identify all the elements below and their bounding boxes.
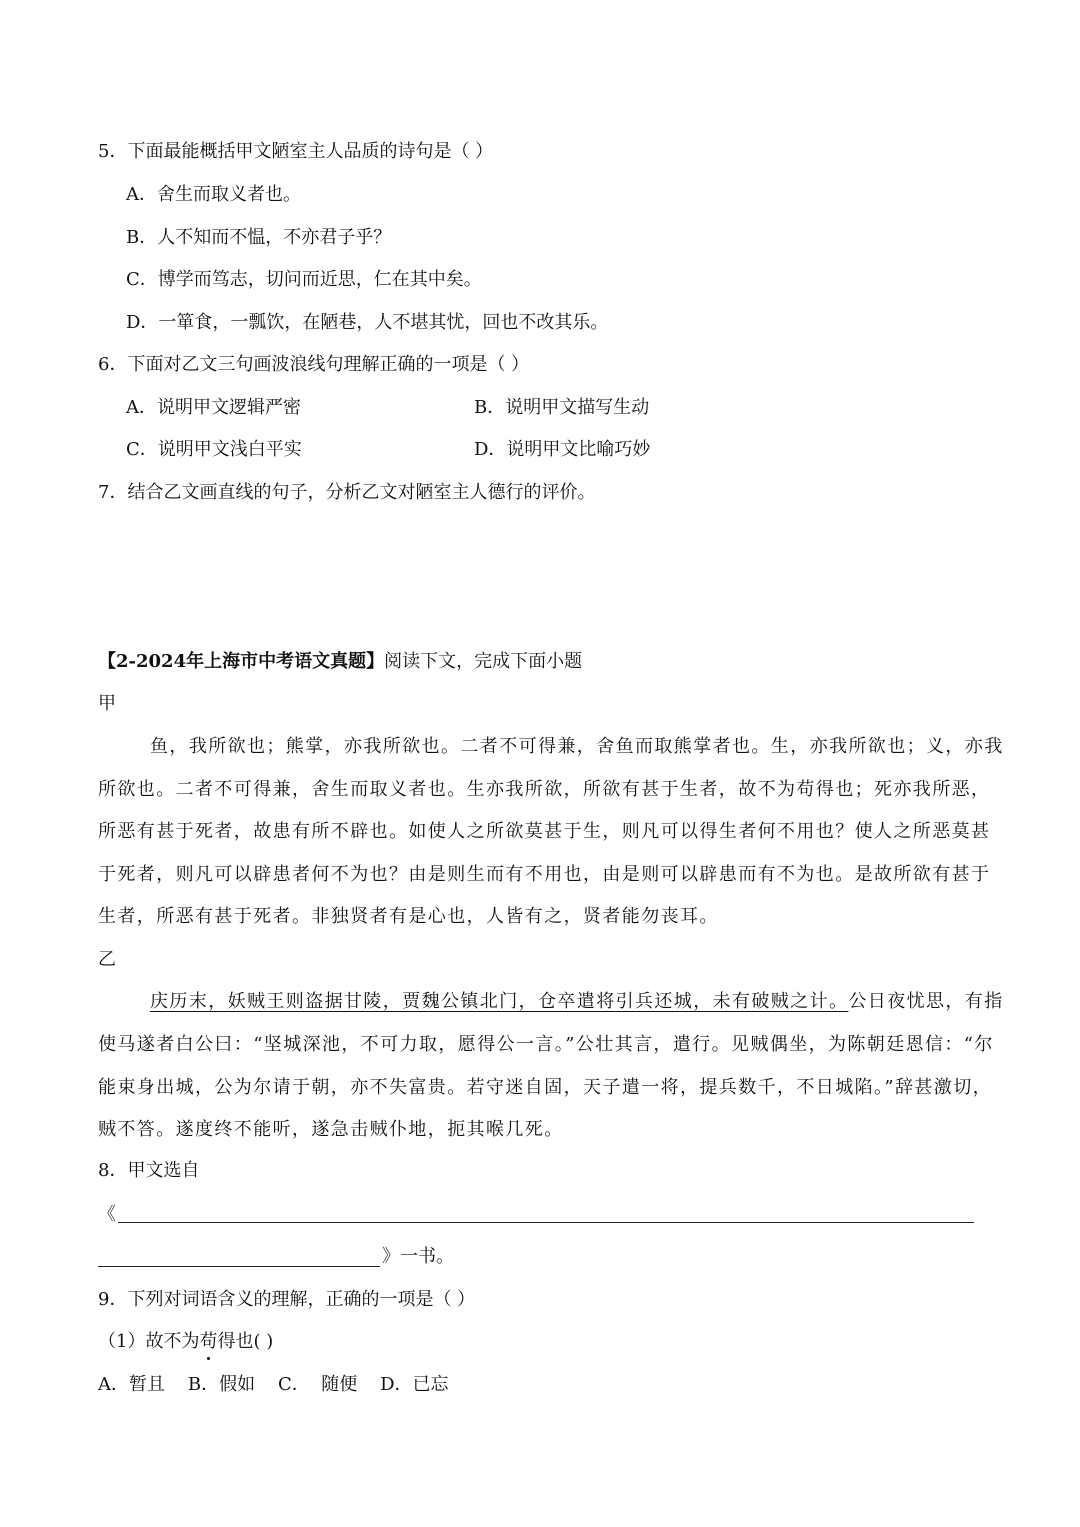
jia-line-5: 生者，所恶有甚于死者。非独贤者有是心也，人皆有之，贤者能勿丧耳。 bbox=[98, 906, 719, 927]
q9-sub1 bbox=[98, 1330, 273, 1354]
q5-option-a: A．舍生而取义者也。 bbox=[126, 184, 301, 205]
yi-label: 乙 bbox=[98, 949, 116, 970]
q8-stem: 8．甲文选自 bbox=[98, 1160, 200, 1181]
q6-option-b: B．说明甲文描写生动 bbox=[474, 397, 650, 418]
jia-label: 甲 bbox=[98, 693, 116, 714]
q6-option-c: C．说明甲文浅白平实 bbox=[126, 439, 302, 460]
jia-line-4: 于死者，则凡可以辟患者何不为也？由是则生而有不用也，由是则可以辟患而有不为也。是故所欲有甚于 bbox=[98, 864, 991, 885]
yi-line-1-rest: 公日夜忧思，有指 bbox=[848, 991, 1004, 1012]
q9-sub1-suffix: 得也( ) bbox=[217, 1331, 274, 1352]
section-header bbox=[98, 650, 582, 674]
yi-line-4: 贼不答。遂度终不能听，遂急击贼仆地，扼其喉几死。 bbox=[98, 1119, 564, 1140]
q9-sub1-dotted-char: 苟 bbox=[199, 1331, 218, 1352]
q9-sub1-options: A．暂且 B．假如 C． 随便 D．已忘 bbox=[98, 1374, 449, 1395]
jia-line-3: 所恶有甚于死者，故患有所不辟也。如使人之所欲莫甚于生，则凡可以得生者何不用也？使人之所恶莫甚 bbox=[98, 821, 991, 842]
yi-line-3: 能束身出城，公为尔请于朝，亦不失富贵。若守迷自固，天子遣一将，提兵数千，不日城陷。”辞甚激切， bbox=[98, 1077, 992, 1098]
q8-open-bracket: 《 bbox=[98, 1204, 116, 1225]
jia-line-2: 所欲也。二者不可得兼，舍生而取义者也。生亦我所欲，所欲有甚于生者，故不为苟得也；死亦我所恶， bbox=[98, 779, 991, 800]
q5-option-c: C．博学而笃志，切问而近思，仁在其中矣。 bbox=[126, 269, 482, 290]
yi-line-2: 使马遂者白公曰：“坚城深池，不可力取，愿得公一言。”公壮其言，遣行。见贼偶坐，为陈朝廷恩信：“尔 bbox=[98, 1034, 994, 1055]
jia-line-1: 鱼，我所欲也；熊掌，亦我所欲也。二者不可得兼，舍鱼而取熊掌者也。生，亦我所欲也；义，亦我 bbox=[150, 736, 1004, 757]
q8-answer-blank-1[interactable] bbox=[118, 1222, 974, 1223]
source-label: 【2-2024年上海市中考语文真题】 bbox=[98, 651, 385, 672]
q6-option-a: A．说明甲文逻辑严密 bbox=[126, 397, 301, 418]
q8-answer-blank-2[interactable] bbox=[98, 1266, 380, 1267]
yi-line-1 bbox=[150, 990, 1004, 1014]
q9-sub1-prefix: （1）故不为 bbox=[98, 1331, 200, 1352]
q8-close-text: 》一书。 bbox=[382, 1246, 454, 1267]
q6-option-d: D．说明甲文比喻巧妙 bbox=[474, 439, 651, 460]
q5-stem: 5．下面最能概括甲文陋室主人品质的诗句是（ ） bbox=[98, 141, 494, 162]
q6-stem: 6．下面对乙文三句画波浪线句理解正确的一项是（ ） bbox=[98, 354, 530, 375]
yi-underlined-sentence: 庆历末，妖贼王则盗据甘陵，贾魏公镇北门，仓卒遣将引兵还城，未有破贼之计。 bbox=[150, 991, 849, 1012]
q7-stem: 7．结合乙文画直线的句子，分析乙文对陋室主人德行的评价。 bbox=[98, 482, 596, 503]
q9-stem: 9．下列对词语含义的理解，正确的一项是（ ） bbox=[98, 1289, 476, 1310]
q5-option-b: B．人不知而不愠，不亦君子乎？ bbox=[126, 227, 392, 248]
section-instruction: 阅读下文，完成下面小题 bbox=[384, 651, 583, 672]
q5-option-d: D．一箪食，一瓢饮，在陋巷，人不堪其忧，回也不改其乐。 bbox=[126, 312, 609, 333]
